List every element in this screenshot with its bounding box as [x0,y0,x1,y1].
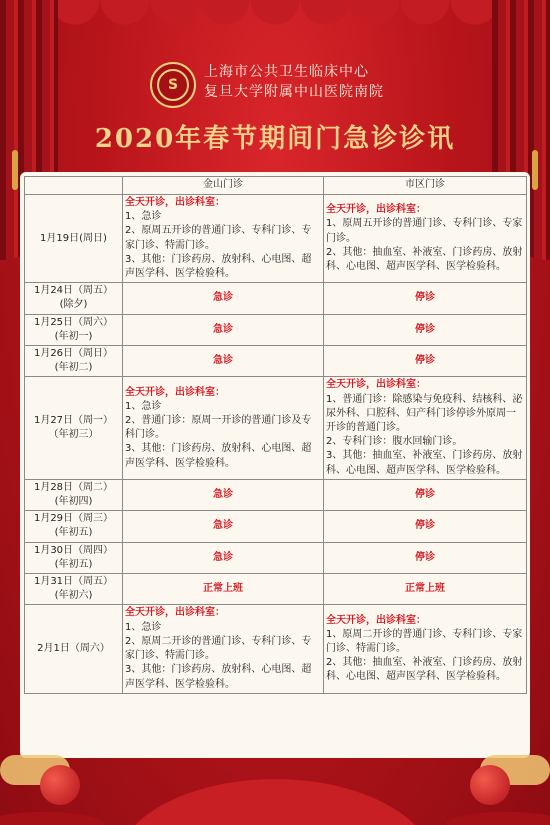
shiqu-status: 停诊 [324,511,527,542]
shiqu-status: 停诊 [324,542,527,573]
detail-line: 2、原周二开诊的普通门诊、专科门诊、专家门诊、特需门诊。 [125,635,312,662]
date-text: 1月27日（周一） [33,414,114,426]
hospital-logo [150,62,196,108]
open-all-day-label: 全天开诊，出诊科室： [326,379,426,391]
date-cell [25,574,123,605]
date-cell [25,542,123,573]
header-shiqu: 市区门诊 [324,177,527,195]
shiqu-cell [324,605,527,693]
date-text: 1月29日（周三） [33,513,114,525]
date-cell [25,479,123,510]
date-note: （年初三） [48,429,99,441]
jinshan-cell [123,377,324,479]
shiqu-status: 停诊 [324,479,527,510]
date-note: (年初一) [54,330,93,342]
table-row [25,314,527,345]
date-text: 1月26日（周日） [33,348,114,360]
date-text: 1月30日（周四） [33,544,114,556]
table-row [25,511,527,542]
open-all-day-label: 全天开诊，出诊科室： [125,386,225,398]
date-note: (年初四) [54,496,93,508]
date-cell [25,283,123,314]
lantern-ball-icon [470,765,510,805]
jinshan-status: 急诊 [123,283,324,314]
detail-line: 1、原周二开诊的普通门诊、专科门诊、专家门诊、特需门诊。 [326,628,523,654]
table-row [25,542,527,573]
detail-line: 3、其他：门诊药房、放射科、心电图、超声医学科、医学检验科。 [125,253,312,280]
date-cell [25,314,123,345]
detail-line: 3、其他：门诊药房、放射科、心电图、超声医学科、医学检验科。 [125,443,312,469]
jinshan-status: 正常上班 [123,574,324,605]
date-note: (年初六) [54,590,93,602]
jinshan-status: 急诊 [123,314,324,345]
detail-line: 2、其他：抽血室、补液室、门诊药房、放射科、心电图、超声医学科、医学检验科。 [326,657,523,683]
page-title: 2020年春节期间门急诊诊讯 [94,124,456,154]
detail-line: 1、急诊 [125,621,162,633]
right-tassel [532,150,538,190]
date-cell [25,377,123,479]
detail-line: 2、其他：抽血室、补液室、门诊药房、放射科、心电图、超声医学科、医学检验科。 [326,246,523,272]
shiqu-cell [324,195,527,283]
jinshan-cell [123,195,324,283]
date-cell: 1月19日(周日) [25,195,123,283]
lantern-ball-icon [40,765,80,805]
detail-line: 3、其他：抽血室、补液室、门诊药房、放射科、心电图、超声医学科、医学检验科。 [326,450,523,476]
table-row [25,283,527,314]
detail-line: 1、原周五开诊的普通门诊、专科门诊、专家门诊。 [326,218,523,244]
open-all-day-label: 全天开诊，出诊科室： [326,204,426,216]
shiqu-status: 正常上班 [324,574,527,605]
date-cell [25,346,123,377]
bottom-decoration [0,715,550,825]
jinshan-status: 急诊 [123,479,324,510]
jinshan-status: 急诊 [123,511,324,542]
open-all-day-label: 全天开诊，出诊科室： [125,607,225,619]
table-row [25,377,527,479]
organization-names [204,62,384,102]
table-row [25,605,527,693]
detail-line: 1、急诊 [125,211,162,223]
schedule-table [24,176,527,694]
date-text: 1月28日（周二） [33,481,114,493]
date-text: 1月31日（周五） [33,576,114,588]
left-tassel [12,150,18,190]
date-cell [25,511,123,542]
header-jinshan: 金山门诊 [123,177,324,195]
shiqu-status: 停诊 [324,283,527,314]
table-row [25,195,527,283]
table-row [25,479,527,510]
org-line-1: 上海市公共卫生临床中心 [204,64,369,80]
date-cell: 2月1日（周六） [25,605,123,693]
table-row [25,574,527,605]
date-note: (年初二) [54,362,93,374]
table-row [25,346,527,377]
table-header-row [25,177,527,195]
logo-emblem-icon: S [157,69,189,101]
date-note: (年初五) [54,527,93,539]
shiqu-cell [324,377,527,479]
detail-line: 2、普通门诊：原周一开诊的普通门诊及专科门诊。 [125,414,312,441]
detail-line: 2、原周五开诊的普通门诊、专科门诊、专家门诊、特需门诊。 [125,225,312,251]
date-note: (除夕) [59,299,88,311]
detail-line: 1、普通门诊：除感染与免疫科、结核科、泌尿外科、口腔科、妇产科门诊停诊外原周一开诊的普通门诊。 [326,393,523,434]
shiqu-status: 停诊 [324,346,527,377]
date-text: 1月24日（周五） [33,285,114,297]
open-all-day-label: 全天开诊，出诊科室： [125,197,225,208]
jinshan-status: 急诊 [123,542,324,573]
open-all-day-label: 全天开诊，出诊科室： [326,614,426,626]
top-scallop-decoration [0,0,550,40]
jinshan-status: 急诊 [123,346,324,377]
org-line-2: 复旦大学附属中山医院南院 [204,84,384,100]
detail-line: 3、其他：门诊药房、放射科、心电图、超声医学科、医学检验科。 [125,664,312,690]
detail-line: 2、专科门诊：腹水回输门诊。 [326,436,463,448]
jinshan-cell [123,605,324,693]
header-blank [25,177,123,195]
date-text: 1月25日（周六） [33,316,114,328]
date-note: (年初五) [54,558,93,570]
shiqu-status: 停诊 [324,314,527,345]
detail-line: 1、急诊 [125,400,162,412]
